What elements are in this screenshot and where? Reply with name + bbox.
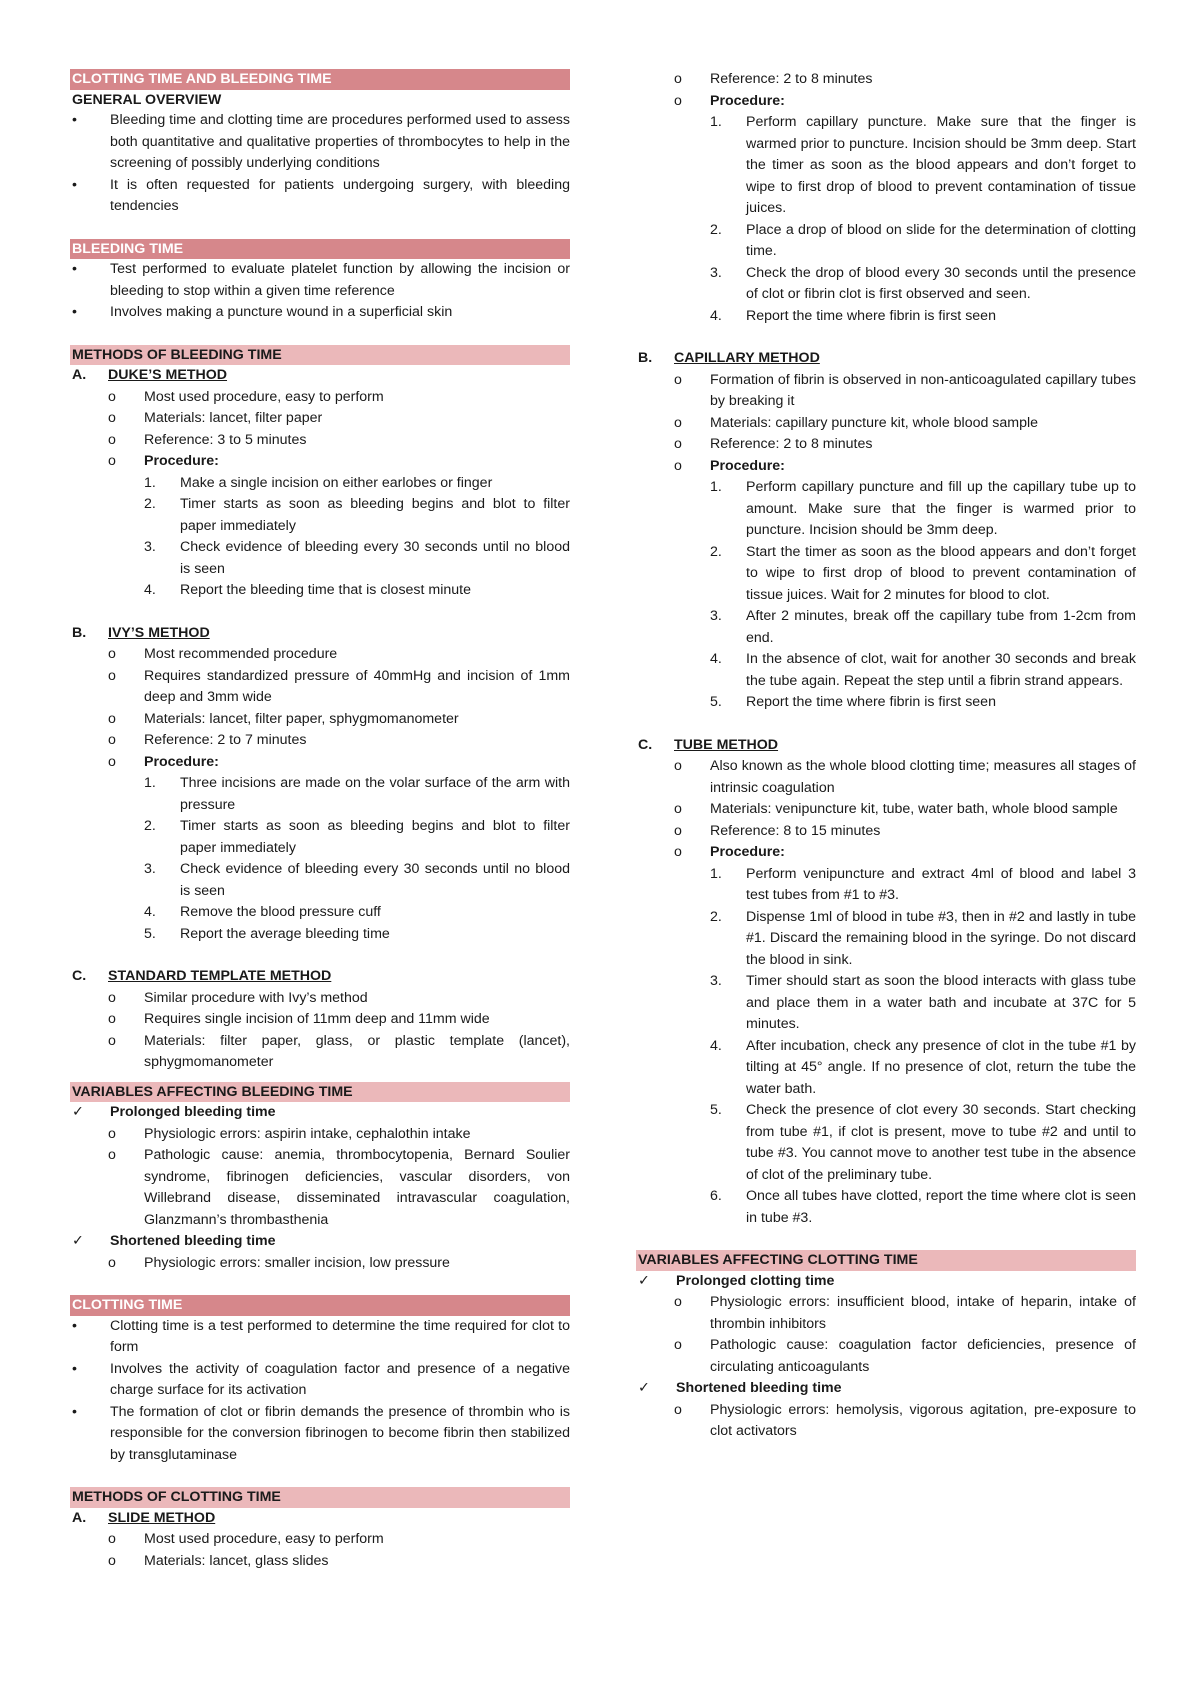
list-item: • Involves making a puncture wound in a superficial skin: [70, 302, 570, 324]
method-heading-duke: A. DUKE’S METHOD: [72, 367, 228, 383]
circle-marker: o: [108, 646, 116, 662]
procedure-step: 4. Report the time where fibrin is first seen: [710, 307, 996, 324]
circle-marker: o: [674, 822, 682, 839]
circle-marker: o: [108, 453, 116, 469]
circle-marker: o: [108, 989, 116, 1006]
general-overview-heading: GENERAL OVERVIEW: [72, 91, 222, 108]
list-item: o Physiologic errors: hemolysis, vigorous agitation, pre-exposure to clot activators: [674, 1401, 1136, 1439]
bullet-marker: •: [72, 1360, 77, 1377]
list-item: o Materials: venipuncture kit, tube, water bath, whole blood sample: [636, 799, 1136, 821]
list-item: • It is often requested for patients undergoing surgery, with bleeding tendencies: [72, 176, 570, 214]
procedure-step: 3. Check evidence of bleeding every 30 seconds until no blood is seen: [144, 861, 570, 899]
procedure-step: 2. Timer starts as soon as bleeding begins and blot to filter paper immediately: [144, 496, 570, 534]
method-heading-ivy: B. IVY’S METHOD: [72, 624, 210, 641]
procedure-step: 1. Three incisions are made on the volar surface of the arm with pressure: [144, 775, 570, 813]
procedure-step: 1. Perform capillary puncture and fill up the capillary tube up to amount. Make sure that the finger is warmed prior to puncture. Incision should be 3mm deep.: [710, 479, 1136, 538]
list-item: o Formation of fibrin is observed in non-anticoagulated capillary tubes by breaking it: [674, 371, 1136, 409]
list-item: o Most used procedure, easy to perform: [70, 387, 570, 409]
procedure-step: 2. Place a drop of blood on slide for the determination of clotting time.: [710, 221, 1136, 259]
circle-marker: o: [108, 388, 116, 405]
procedure-step: 1. Perform venipuncture and extract 4ml of blood and label 3 test tubes from #1 to #3.: [710, 865, 1136, 903]
method-heading-slide: A. SLIDE METHOD: [72, 1509, 216, 1526]
variables-clotting-heading: VARIABLES AFFECTING CLOTTING TIME: [636, 1250, 1136, 1271]
circle-marker: o: [108, 410, 116, 426]
procedure-step: 3. Check the drop of blood every 30 seconds until the presence of clot or fibrin clot is first observed and seen.: [710, 264, 1136, 302]
variables-bleeding-heading: VARIABLES AFFECTING BLEEDING TIME: [70, 1082, 570, 1103]
procedure-step: 2. Timer starts as soon as bleeding begins and blot to filter paper immediately: [144, 818, 570, 856]
left-column: [70, 69, 570, 1572]
bullet-marker: •: [72, 112, 77, 128]
circle-marker: o: [108, 1254, 116, 1271]
clotting-time-heading: CLOTTING TIME: [70, 1295, 570, 1316]
procedure-label: o Procedure:: [70, 752, 570, 774]
circle-marker: o: [674, 801, 682, 817]
procedure-step: 3. After 2 minutes, break off the capillary tube from 1-2cm from end.: [710, 608, 1136, 646]
circle-marker: o: [674, 1401, 682, 1418]
procedure-step: 4. After incubation, check any presence of clot in the tube #1 by tilting at 45° angle. If no presence of clot, return the tube the water bath.: [710, 1037, 1136, 1097]
check-item: ✓ Prolonged bleeding time: [70, 1102, 570, 1124]
circle-marker: o: [674, 92, 682, 109]
list-item: o Physiologic errors: insufficient blood, intake of heparin, intake of thrombin inhibitors: [674, 1294, 1136, 1332]
circle-marker: o: [108, 1147, 116, 1163]
list-item: o Reference: 2 to 8 minutes: [636, 434, 1136, 456]
circle-marker: o: [674, 1294, 682, 1310]
method-heading-template: C. STANDARD TEMPLATE METHOD: [72, 968, 332, 984]
circle-marker: o: [108, 1011, 116, 1027]
list-item: o Materials: lancet, filter paper, sphygmomanometer: [70, 709, 570, 731]
procedure-step: 1. Perform capillary puncture. Make sure that the finger is warmed prior to puncture. Incision should be 3mm deep. Start the timer as soon as the blood appears and don’t forget to wipe to first drop of blood to prevent contamination of tissue juices.: [710, 114, 1136, 216]
method-heading-capillary: B. CAPILLARY METHOD: [638, 350, 820, 366]
circle-marker: o: [108, 732, 116, 748]
list-item: o Reference: 8 to 15 minutes: [636, 821, 1136, 843]
circle-marker: o: [108, 753, 116, 770]
circle-marker: o: [674, 414, 682, 431]
methods-clotting-heading: METHODS OF CLOTTING TIME: [70, 1487, 570, 1508]
check-icon: ✓: [72, 1233, 84, 1249]
list-item: • Clotting time is a test performed to determine the time required for clot to form: [72, 1317, 570, 1355]
circle-marker: o: [674, 457, 682, 474]
bullet-marker: •: [72, 176, 77, 193]
procedure-step: 4. Report the bleeding time that is closest minute: [144, 582, 471, 598]
method-heading-tube: C. TUBE METHOD: [638, 736, 779, 753]
circle-marker: o: [108, 1032, 116, 1049]
list-item: o Materials: filter paper, glass, or plastic template (lancet), sphygmomanometer: [108, 1032, 570, 1070]
list-item: o Physiologic errors: aspirin intake, cephalothin intake: [70, 1124, 570, 1146]
bullet-marker: •: [72, 261, 77, 277]
procedure-step: 5. Check the presence of clot every 30 seconds. Start checking from tube #1, if clot is present, move to tube #2 and until to tube #3. You cannot move to another test tube in the absence of clot of the preliminary tube.: [710, 1102, 1136, 1183]
list-item: o Requires standardized pressure of 40mmHg and incision of 1mm deep and 3mm wide: [108, 667, 570, 705]
circle-marker: o: [108, 1531, 116, 1547]
bullet-marker: •: [72, 1317, 77, 1334]
list-item: • Bleeding time and clotting time are procedures performed used to assess both quantitative and qualitative properties of thrombocytes to help in the screening of possibly underlying conditions: [72, 112, 570, 171]
circle-marker: o: [108, 667, 116, 684]
list-item: o Materials: capillary puncture kit, whole blood sample: [636, 413, 1136, 435]
right-column: [636, 69, 1136, 1443]
procedure-label: o Procedure:: [636, 456, 1136, 478]
check-item: ✓ Prolonged clotting time: [636, 1271, 1136, 1293]
procedure-step: 6. Once all tubes have clotted, report the time where clot is seen in tube #3.: [710, 1188, 1136, 1226]
procedure-step: 5. Report the time where fibrin is first seen: [710, 694, 996, 710]
circle-marker: o: [674, 436, 682, 452]
list-item: o Requires single incision of 11mm deep and 11mm wide: [70, 1009, 570, 1031]
check-icon: ✓: [72, 1104, 84, 1120]
procedure-label: o Procedure:: [70, 451, 570, 473]
procedure-step: 2. Start the timer as soon as the blood appears and don’t forget to wipe to first drop of blood to prevent contamination of tissue juices. Wait for 2 minutes for blood to clot.: [710, 543, 1136, 603]
methods-bleeding-heading: METHODS OF BLEEDING TIME: [70, 345, 570, 366]
procedure-step: 4. In the absence of clot, wait for another 30 seconds and break the tube again. Repeat the step until a fibrin strand appears.: [710, 651, 1136, 689]
list-item: o Reference: 2 to 7 minutes: [70, 730, 570, 752]
check-item: ✓ Shortened bleeding time: [70, 1231, 570, 1253]
procedure-label: o Procedure:: [636, 91, 1136, 113]
procedure-step: 2. Dispense 1ml of blood in tube #3, then in #2 and lastly in tube #1. Discard the remaining blood in the syringe. Do not discard the blood in sink.: [710, 908, 1136, 968]
procedure-step: 4. Remove the blood pressure cuff: [144, 904, 381, 920]
circle-marker: o: [674, 844, 682, 860]
check-icon: ✓: [638, 1380, 650, 1396]
circle-marker: o: [108, 431, 116, 448]
list-item: o Materials: lancet, filter paper: [70, 408, 570, 430]
list-item: o Pathologic cause: coagulation factor deficiencies, presence of circulating anticoagulants: [674, 1337, 1136, 1375]
circle-marker: o: [674, 758, 682, 774]
list-item: • The formation of clot or fibrin demands the presence of thrombin who is responsible for the conversion fibrinogen to become fibrin then stabilized by transglutaminase: [72, 1403, 570, 1463]
procedure-step: 1. Make a single incision on either earlobes or finger: [144, 474, 493, 491]
list-item: o Materials: lancet, glass slides: [70, 1551, 570, 1573]
list-item: o Reference: 3 to 5 minutes: [70, 430, 570, 452]
list-item: o Most used procedure, easy to perform: [70, 1529, 570, 1551]
circle-marker: o: [108, 1125, 116, 1142]
bullet-marker: •: [72, 1403, 77, 1420]
circle-marker: o: [108, 710, 116, 727]
circle-marker: o: [108, 1552, 116, 1569]
document-title: CLOTTING TIME AND BLEEDING TIME: [70, 69, 570, 90]
circle-marker: o: [674, 71, 682, 87]
procedure-step: 3. Timer should start as soon the blood interacts with glass tube and place them in a water bath and incubate at 37C for 5 minutes.: [710, 973, 1136, 1032]
list-item: o Reference: 2 to 8 minutes: [636, 69, 1136, 91]
list-item: o Most recommended procedure: [70, 644, 570, 666]
list-item: o Physiologic errors: smaller incision, low pressure: [70, 1253, 570, 1275]
procedure-step: 5. Report the average bleeding time: [144, 925, 390, 942]
list-item: • Involves the activity of coagulation factor and presence of a negative charge surface for its activation: [72, 1360, 570, 1398]
procedure-step: 3. Check evidence of bleeding every 30 seconds until no blood is seen: [144, 539, 570, 577]
check-icon: ✓: [638, 1272, 650, 1289]
bullet-marker: •: [72, 304, 77, 320]
circle-marker: o: [674, 1337, 682, 1353]
bleeding-time-heading: BLEEDING TIME: [70, 239, 570, 260]
list-item: o Pathologic cause: anemia, thrombocytopenia, Bernard Soulier syndrome, fibrinogen deficiencies, vascular disorders, von Willebrand disease, disseminated intravascular coagulation, Glanzmann’s thrombasthenia: [108, 1147, 570, 1228]
circle-marker: o: [674, 371, 682, 388]
procedure-label: o Procedure:: [636, 842, 1136, 864]
list-item: o Also known as the whole blood clotting time; measures all stages of intrinsic coagulation: [674, 758, 1136, 796]
list-item: o Similar procedure with Ivy’s method: [70, 988, 570, 1010]
check-item: ✓ Shortened bleeding time: [636, 1378, 1136, 1400]
list-item: • Test performed to evaluate platelet function by allowing the incision or bleeding to stop within a given time reference: [72, 261, 570, 299]
